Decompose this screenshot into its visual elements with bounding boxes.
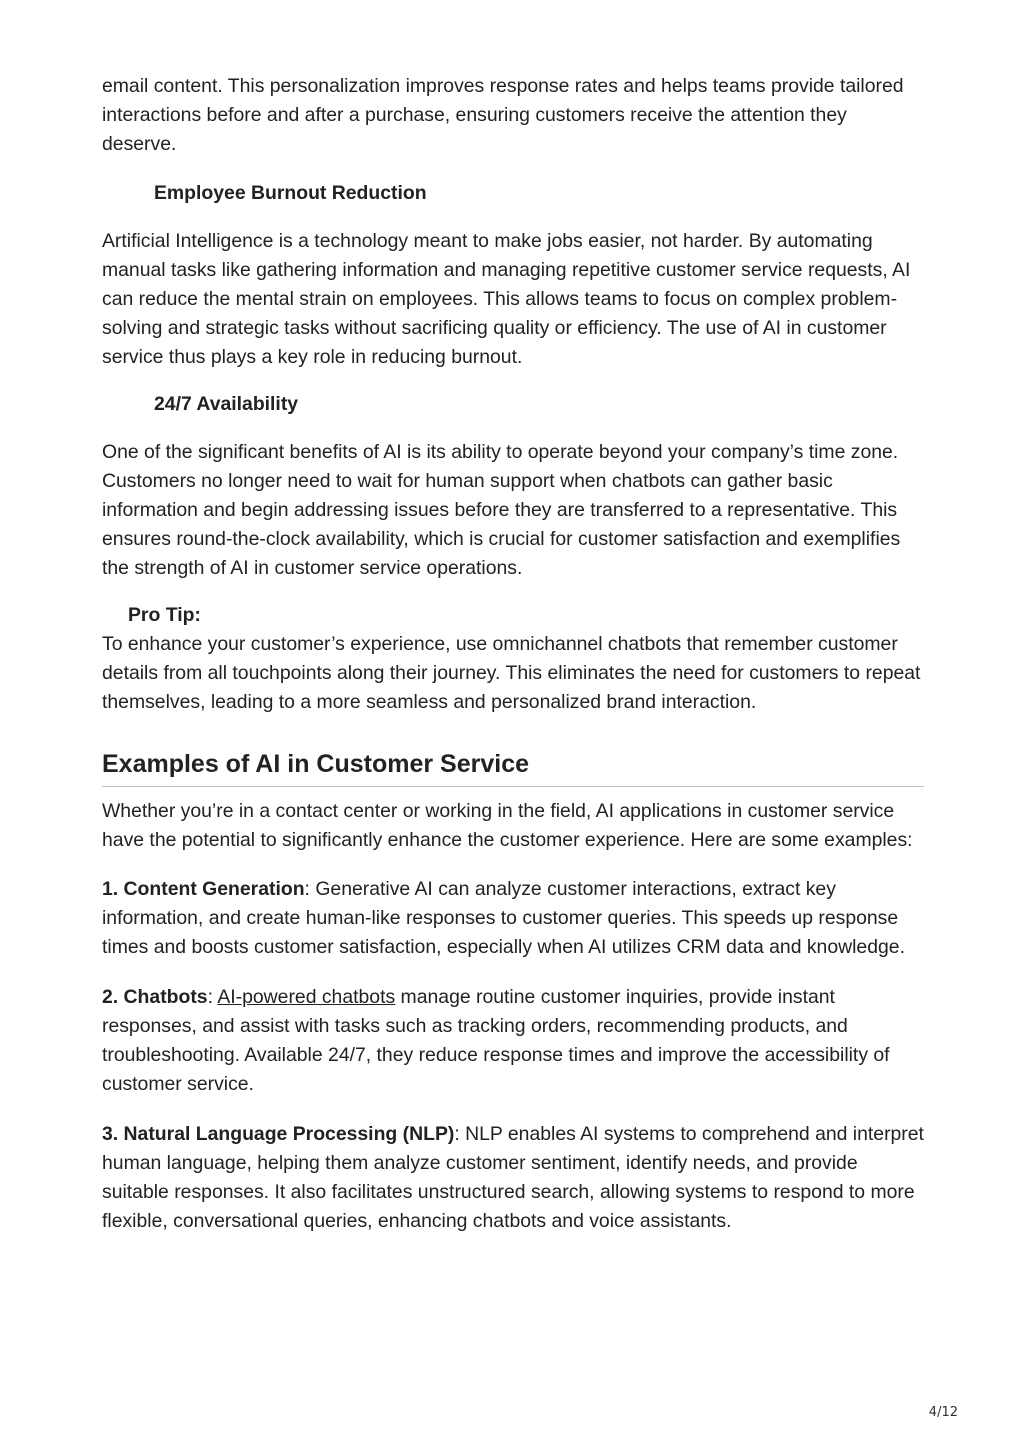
example-nlp (102, 1120, 924, 1236)
examples-intro-paragraph: Whether you’re in a contact center or working in the field, AI applications in customer service have the potential to significantly enhance the customer experience. Here are some examples: (102, 800, 913, 851)
pro-tip-paragraph: To enhance your customer’s experience, use omnichannel chatbots that remember customer details from all touchpoints along their journey. This eliminates the need for customers to repeat themselves, leading to a more seamless and personalized brand interaction. (102, 633, 921, 713)
example-text: NLP enables AI systems to comprehend and interpret human language, helping them analyze customer sentiment, identify needs, and provide suitable responses. It also facilitates unstructured search, allowing systems to respond to more flexible, conversational queries, enhancing chatbots and voice assistants. (102, 1123, 924, 1232)
example-term: 3. Natural Language Processing (NLP) (102, 1123, 455, 1145)
examples-section-heading: Examples of AI in Customer Service (102, 748, 924, 787)
example-chatbots (102, 983, 924, 1099)
example-term: 2. Chatbots (102, 986, 208, 1008)
intro-paragraph: email content. This personalization improves response rates and helps teams provide tailored interactions before and after a purchase, ensuring customers receive the attention they deserve. (102, 75, 904, 155)
page-number: 4/12 (928, 1405, 958, 1420)
pro-tip-label: Pro Tip: (128, 604, 201, 626)
burnout-heading: Employee Burnout Reduction (154, 182, 427, 204)
example-separator: : (304, 878, 316, 900)
example-separator: : (207, 986, 218, 1008)
availability-paragraph: One of the significant benefits of AI is its ability to operate beyond your company’s time zone. Customers no longer need to wait for human support when chatbots can gather basic information and begin addressing issues before they are transferred to a representative. This ensures round-the-clock availability, which is crucial for customer satisfaction and exemplifies the strength of AI in customer service operations. (102, 441, 901, 579)
example-text: manage routine customer inquiries, provide instant responses, and assist with tasks such as tracking orders, recommending products, and troubleshooting. Available 24/7, they reduce response times and improve the accessibility of customer service. (102, 986, 890, 1095)
example-separator: : (454, 1123, 466, 1145)
burnout-paragraph: Artificial Intelligence is a technology meant to make jobs easier, not harder. By automating manual tasks like gathering information and managing repetitive customer service requests, AI can reduce the mental strain on employees. This allows teams to focus on complex problem-solving and strategic tasks without sacrificing quality or efficiency. The use of AI in customer service thus plays a key role in reducing burnout. (102, 230, 911, 368)
document-page (102, 72, 924, 1257)
ai-powered-chatbots-link[interactable]: AI-powered chatbots (217, 986, 396, 1008)
availability-heading: 24/7 Availability (154, 393, 299, 415)
example-term: 1. Content Generation (102, 878, 305, 900)
example-content-generation (102, 875, 924, 962)
example-text: Generative AI can analyze customer interactions, extract key information, and create human-like responses to customer queries. This speeds up response times and boosts customer satisfaction, especially when AI utilizes CRM data and knowledge. (102, 878, 905, 958)
